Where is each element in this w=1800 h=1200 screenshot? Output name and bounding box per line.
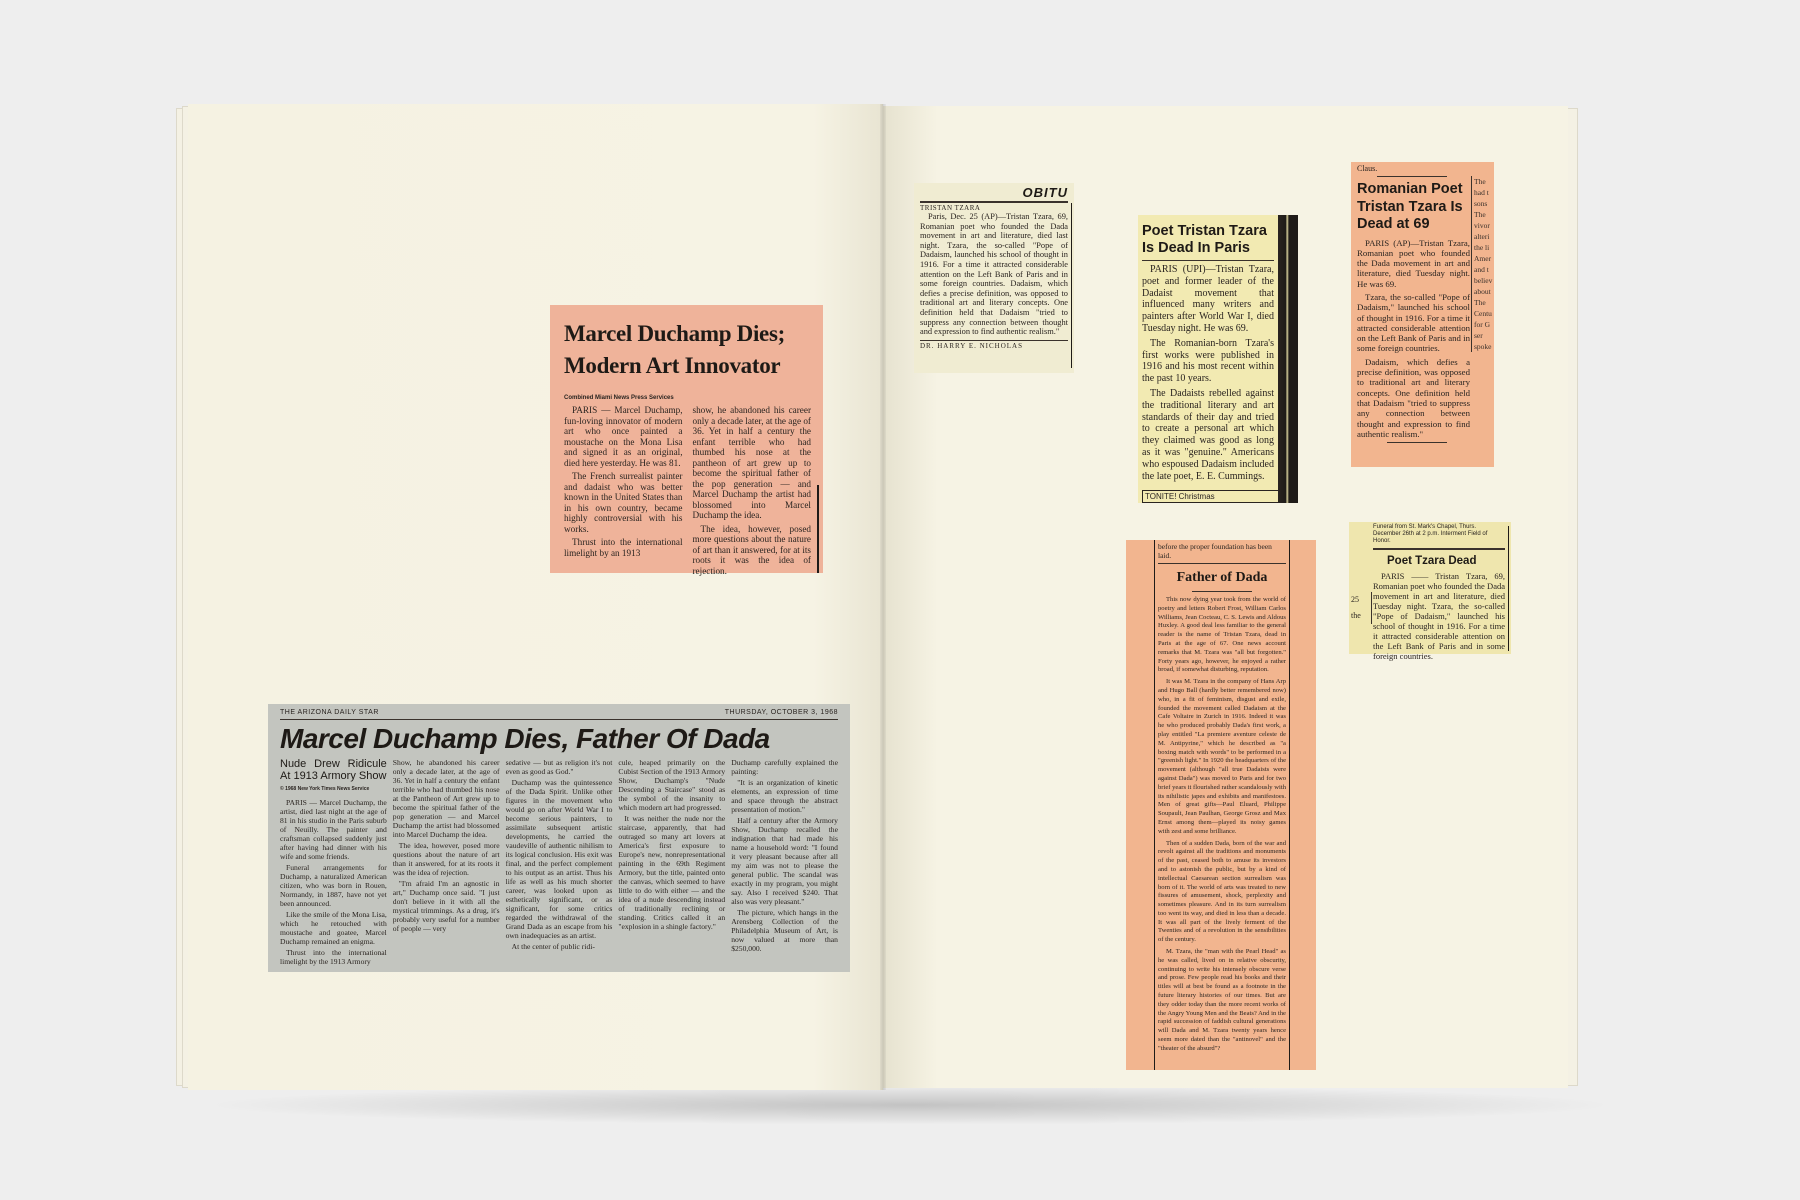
fragment: the li [1474, 243, 1490, 252]
fragment: Centu [1474, 309, 1492, 318]
fragment: 25 [1351, 595, 1359, 604]
masthead-row [280, 709, 838, 716]
column-1 [280, 758, 387, 968]
article-body [1142, 264, 1274, 482]
book-gutter [880, 104, 886, 1090]
adjacent-column [1349, 592, 1372, 624]
paragraph: Half a century after the Armory Show, Duchamp recalled the indignation that had made his name a household word: "I found it very pleasant because after all my aim was not to please the general public. The scandal was exactly in my program, you might say. Also I received $240. That also was very pleasant." [731, 816, 838, 906]
article-body [1357, 238, 1470, 440]
paragraph: The picture, which hangs in the Arensberg Collection of the Philadelphia Museum of Art, is now valued at more than $250,000. [731, 908, 838, 953]
fragment: The [1474, 177, 1486, 186]
banner-rule [920, 201, 1068, 203]
torn-edge-bar [817, 485, 819, 573]
paragraph: show, he abandoned his career only a decade later, at the age of 36. Yet in half a century the enfant terrible who had thumbed his nose at the pantheon of art grew up to become the spiritual father of the pop generation — and Marcel Duchamp the artist had blossomed into Marcel Duchamp the idea. [692, 405, 811, 520]
paragraph: sedative — but as religion it's not even as good as God." [505, 758, 613, 776]
headline: Poet Tzara Dead [1387, 555, 1477, 567]
notice-rule [1373, 548, 1505, 550]
column-rule [1071, 203, 1072, 368]
subhead: Nude Drew Ridicule At 1913 Armory Show [280, 758, 387, 782]
paragraph: It was neither the nude nor the staircase, apparently, that had outraged so many art lovers at America's first exposure to Europe's new, nonrepresentational painting in the 69th Regiment Armory, but the title, painted onto the canvas, which seemed to have little to do with either — and the idea of a nude descending instead of traditionally reclining or standing. Critics called it an "explosion in a shingle factory." [618, 814, 726, 931]
paragraph: The idea, however, posed more questions about the nature of art than it answered, for at its roots it was the idea of rejection. [692, 523, 811, 576]
funeral-notice: Funeral from St. Mark's Chapel, Thurs. December 26th at 2 p.m. Interment Field of Honor. [1373, 524, 1488, 544]
paragraph: "I'm afraid I'm an agnostic in art," Duchamp once said. "I just don't believe in it with all the mystical trimmings. As a drug, it's probably very useful for a number of people — very [392, 879, 500, 933]
paragraph: Funeral arrangements for Duchamp, a naturalized American citizen, who was born in Rouen, Normandy, in 1887, have not yet been announced. [280, 863, 387, 908]
fragment: vivor [1474, 221, 1490, 230]
date-line: THURSDAY, OCTOBER 3, 1968 [724, 709, 838, 716]
article-columns [280, 758, 838, 968]
headline-line-1: Marcel Duchamp Dies; [564, 321, 785, 346]
paragraph: This now dying year took from the world of poetry and letters Robert Frost, William Carlos Williams, Jean Cocteau, C. S. Lewis and Aldous Huxley. A good deal less familiar to the general reader is the name of Tristan Tzara, dead in Paris at the age of 67. One news account remarks that M. Tzara was "all but forgotten." Forty years ago, however, he enjoyed a rather broad, if somewhat disturbing, reputation. [1158, 596, 1286, 674]
paragraph: PARIS — Marcel Duchamp, fun-loving innovator of modern art who once painted a moustache on the Mona Lisa and signed it as an original, died here yesterday. He was 81. [564, 405, 683, 468]
paragraph: The idea, however, posed more questions about the nature of art than it answered, for at its roots it was the idea of rejection. [392, 841, 500, 877]
fragment: spoke [1474, 342, 1492, 351]
article-body [1158, 596, 1286, 1054]
paragraph: Then of a sudden Dada, born of the war and revolt against all the traditions and monuments of the past, ceased both to amuse its investors and to astonish the public, but by a kind of intellectual Caesarean section surrealism was born of it. The world of arts was treated to new fissures of amusement, shock, perplexity and sometimes pleasure. And in its turn surrealism too went its way, and died in less than a decade. It was all part of the lively ferment of the Twenties and of a revolution in the sensibilities of the century. [1158, 839, 1286, 944]
credit-line: © 1968 New York Times News Service [280, 786, 370, 792]
top-rule [1158, 563, 1286, 564]
paragraph: Duchamp was the quintessence of the Dada Spirit. Unlike other figures in the movement who would go on after World War I to become serious painters, to assimilate subsequent artistic developments, he carried the vaudeville of authentic nihilism to its logical conclusion. His exit was final, and the perfect complement to his output as an artist. Thus his life as well as his much shorter career, was looked upon as esthetically significant, or as significant, for some critics regarded the withdrawal of the Grand Dada as an escape from his own inadequacies as an artist. [505, 778, 613, 940]
paragraph: The French surrealist painter and dadaist who was better known in the United States than in his own country, became highly controversial with his works. [564, 471, 683, 534]
headline-rule [1192, 591, 1252, 592]
fragment: sons [1474, 199, 1488, 208]
black-edge-bar [1278, 215, 1298, 503]
masthead: THE ARIZONA DAILY STAR [280, 709, 379, 716]
column-2 [393, 758, 500, 968]
book-shadow [200, 1085, 1620, 1125]
fragment: ser [1474, 331, 1483, 340]
top-rule [1377, 176, 1447, 177]
fragment: and t [1474, 265, 1489, 274]
column-4 [618, 758, 725, 968]
paragraph: "It is an organization of kinetic elements, an expression of time and space through the abstract presentation of motion." [731, 778, 838, 814]
paragraph: Like the smile of the Mona Lisa, which he retouched with moustache and goatee, Marcel Duchamp remained an enigma. [280, 910, 387, 946]
paragraph: Thrust into the international limelight by an 1913 [564, 537, 683, 558]
clipping-poet-tzara-dead [1349, 522, 1511, 661]
paragraph: PARIS — Marcel Duchamp, the artist, died last night at the age of 81 in his studio in the Paris suburb of Neuilly. The painter and craftsman collapsed suddenly just after having had dinner with his wife and some friends. [280, 798, 387, 861]
clipping-tzara-obituary [914, 183, 1074, 373]
paragraph: Thrust into the international limelight by the 1913 Armory [280, 948, 387, 966]
fragment: for G [1474, 320, 1491, 329]
paragraph: The Dadaists rebelled against the traditional literary and art standards of their day and tried to create a personal art which they claimed was good as long as it was "genuine." Americans who espoused Dadaism included the late poet, E. E. Cummings. [1142, 387, 1274, 482]
credit-line: Combined Miami News Press Services [564, 395, 674, 401]
headline-rule [1142, 260, 1274, 261]
column-3 [506, 758, 613, 968]
fragment: had t [1474, 188, 1489, 197]
obituary-banner: OBITU [1022, 185, 1068, 200]
fragment: Amer [1474, 254, 1492, 263]
column-2 [693, 405, 812, 579]
obituary-footer: DR. HARRY E. NICHOLAS [920, 340, 1068, 350]
column-rule [1508, 526, 1509, 651]
paragraph: The Romanian-born Tzara's first works were published in 1916 and his most recent within the past 10 years. [1142, 337, 1274, 385]
clipping-arizona-daily-star [268, 704, 850, 972]
paragraph: Dadaism, which defies a precise definition, was opposed to traditional art and literary concepts. One definition held that Dadaism "tried to suppress any connection between thought and expression to find authentic realism." [1357, 356, 1470, 439]
left-column-rule [1154, 540, 1155, 1070]
headline: Romanian Poet Tristan Tzara Is Dead at 69 [1357, 181, 1463, 232]
paragraph: M. Tzara, the "man with the Pearl Head" as he was called, lived on in relative obscurity, continuing to write his intensely obscure verse and prose. Few people read his books and their titles will at best be found as a footnote in the future literary histories of our times. But are they odder today than the more recent works of the Angry Young Men and the Beats? And in the rapid succession of faddish cultural generations will Dada and M. Tzara twenty years hence seem more dated than the "antinovel" and the "theater of the absurd"? [1158, 948, 1286, 1052]
fragment: The [1474, 210, 1486, 219]
fragment: the [1351, 611, 1361, 620]
column-1 [564, 405, 683, 579]
obituary-heading: TRISTAN TZARA [920, 204, 981, 212]
fragment: about [1474, 287, 1491, 296]
paragraph: PARIS (UPI)—Tristan Tzara, poet and former leader of the Dadaist movement that influenced many writers and painters after World War I, died Tuesday night. He was 69. [1142, 264, 1274, 334]
headline: Father of Dada [1176, 570, 1268, 585]
headline-line-2: Modern Art Innovator [564, 353, 781, 378]
fragment: alteri [1474, 232, 1490, 241]
fragment: The [1474, 298, 1486, 307]
paragraph: cule, heaped primarily on the Cubist Section of the 1913 Armory Show, Duchamp's "Nude Descending a Staircase" stood as the symbol of the insanity to which modern art had progressed. [618, 758, 726, 812]
masthead-rule [280, 719, 838, 720]
paragraph: It was M. Tzara in the company of Hans Arp and Hugo Ball (hardly better remembered now) who, in a fit of feminism, disgust and exile, founded the movement called Dadaism at the Cafe Voltaire in Zurich in 1916. Indeed it was he who produced probably Dada's first work, a play entitled "La premiere aventure celeste de M. Antipyrine," which he described as "a boxing match with words" to be performed in a "greenish light." In 1920 the headquarters of the movement (although "all true Dadaists were against Dada") was moved to Paris and for two brief years it flourished rather scandalously with its nihilistic japes and exhibits and manifestoes. Men of great gifts—Paul Eluard, Philippe Soupault, Jean Paulhan, George Grosz and Max Ernst among them—played its noisy games with zest and some brilliance. [1158, 678, 1286, 835]
obituary-text: Paris, Dec. 25 (AP)—Tristan Tzara, 69, Romanian poet who founded the Dada movement in art and literature, died last night. Tzara, the so-called "Pope of Dadaism, launched his school of thought in 1916. For a time it attracted considerable attention on the Left Bank of Paris and in some foreign countries. Dadaism, which defies a precise definition, was opposed to traditional art and literary concepts. One definition held that Dadaism "tried to suppress any connection between thought and expression to find authentic realism." [920, 212, 1068, 337]
clipping-duchamp-miami [550, 305, 823, 576]
right-column-rule [1289, 540, 1290, 1070]
clipping-father-of-dada [1126, 540, 1316, 1070]
paragraph: Show, he abandoned his career only a decade later, at the age of 36. Yet in half a century the enfant terrible who had thumbed his nose at the Pantheon of Art grew up to become the spiritual father of the pop generation — and Marcel Duchamp the artist had blossomed into Marcel Duchamp the idea. [392, 758, 500, 839]
top-fragment: Claus. [1357, 164, 1378, 173]
paragraph: At the center of public ridi- [511, 942, 595, 951]
article-body: PARIS —— Tristan Tzara, 69, Romanian poet who founded the Dada movement in art and literature, died Tuesday night. Tzara, the so-called "Pope of Dadaism," launched his school of thought in 1916. For a time it attracted considerable attention on the Left Bank of Paris and in some foreign countries. [1373, 571, 1505, 661]
footer-ad: TONITE! Christmas [1142, 490, 1280, 503]
bottom-rule [1387, 442, 1447, 443]
paragraph: Tzara, the so-called "Pope of Dadaism," launched his school of thought in 1916. For a time it attracted considerable attention on the Left Bank of Paris and in some foreign countries. [1357, 291, 1470, 354]
article-columns [564, 405, 811, 579]
headline: Poet Tristan Tzara Is Dead In Paris [1142, 223, 1267, 256]
column-5 [731, 758, 838, 968]
paragraph: Duchamp carefully explained the painting: [731, 758, 838, 776]
adjacent-column [1471, 176, 1494, 352]
clipping-tzara-romanian-poet [1351, 162, 1494, 467]
fragment: believ [1474, 276, 1493, 285]
paragraph: PARIS (AP)—Tristan Tzara, Romanian poet who founded the Dada movement in art and literature, died Tuesday night. He was 69. [1357, 237, 1470, 289]
top-fragment: before the proper foundation has been laid. [1158, 542, 1272, 560]
clipping-tzara-upi [1138, 215, 1298, 503]
main-headline: Marcel Duchamp Dies, Father Of Dada [280, 723, 770, 754]
